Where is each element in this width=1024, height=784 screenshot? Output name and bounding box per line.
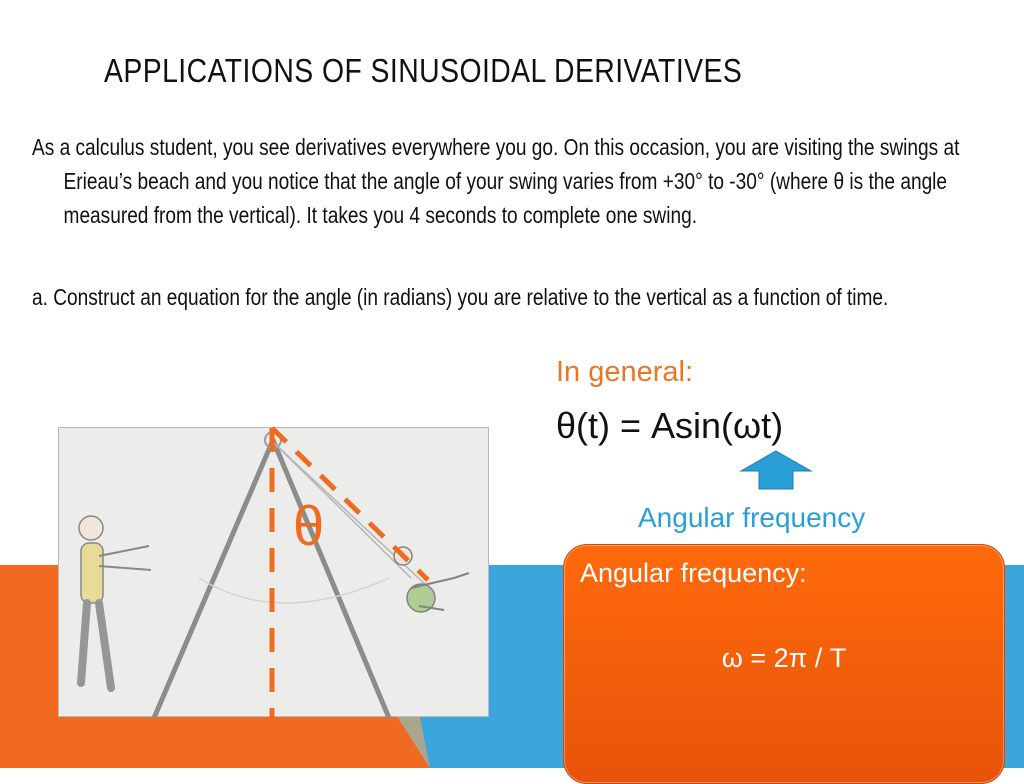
part-a-text: a. Construct an equation for the angle (in radians) you are relative to the vertical as a function of time. — [32, 284, 889, 310]
angular-frequency-formula: ω = 2π / T — [721, 643, 847, 673]
up-arrow-icon — [739, 449, 813, 491]
angular-frequency-label: Angular frequency — [638, 502, 866, 533]
angular-frequency-box — [563, 544, 1005, 784]
box-heading: Angular frequency: — [580, 558, 807, 588]
in-general-label: In general: — [556, 356, 694, 388]
theta-angle-lines — [58, 420, 489, 730]
problem-text: As a calculus student, you see derivatives everywhere you go. On this occasion, you are visiting the swings at Erieau’s beach and you notice that the angle of your swing varies from +30° to -30° (where θ is the angle measured from the vertical). It takes you 4 seconds to complete one swing. — [32, 134, 960, 228]
theta-symbol: θ — [293, 494, 325, 557]
general-formula: θ(t) = Asin(ωt) — [556, 405, 784, 446]
slide-title: APPLICATIONS OF SINUSOIDAL DERIVATIVES — [104, 52, 743, 89]
